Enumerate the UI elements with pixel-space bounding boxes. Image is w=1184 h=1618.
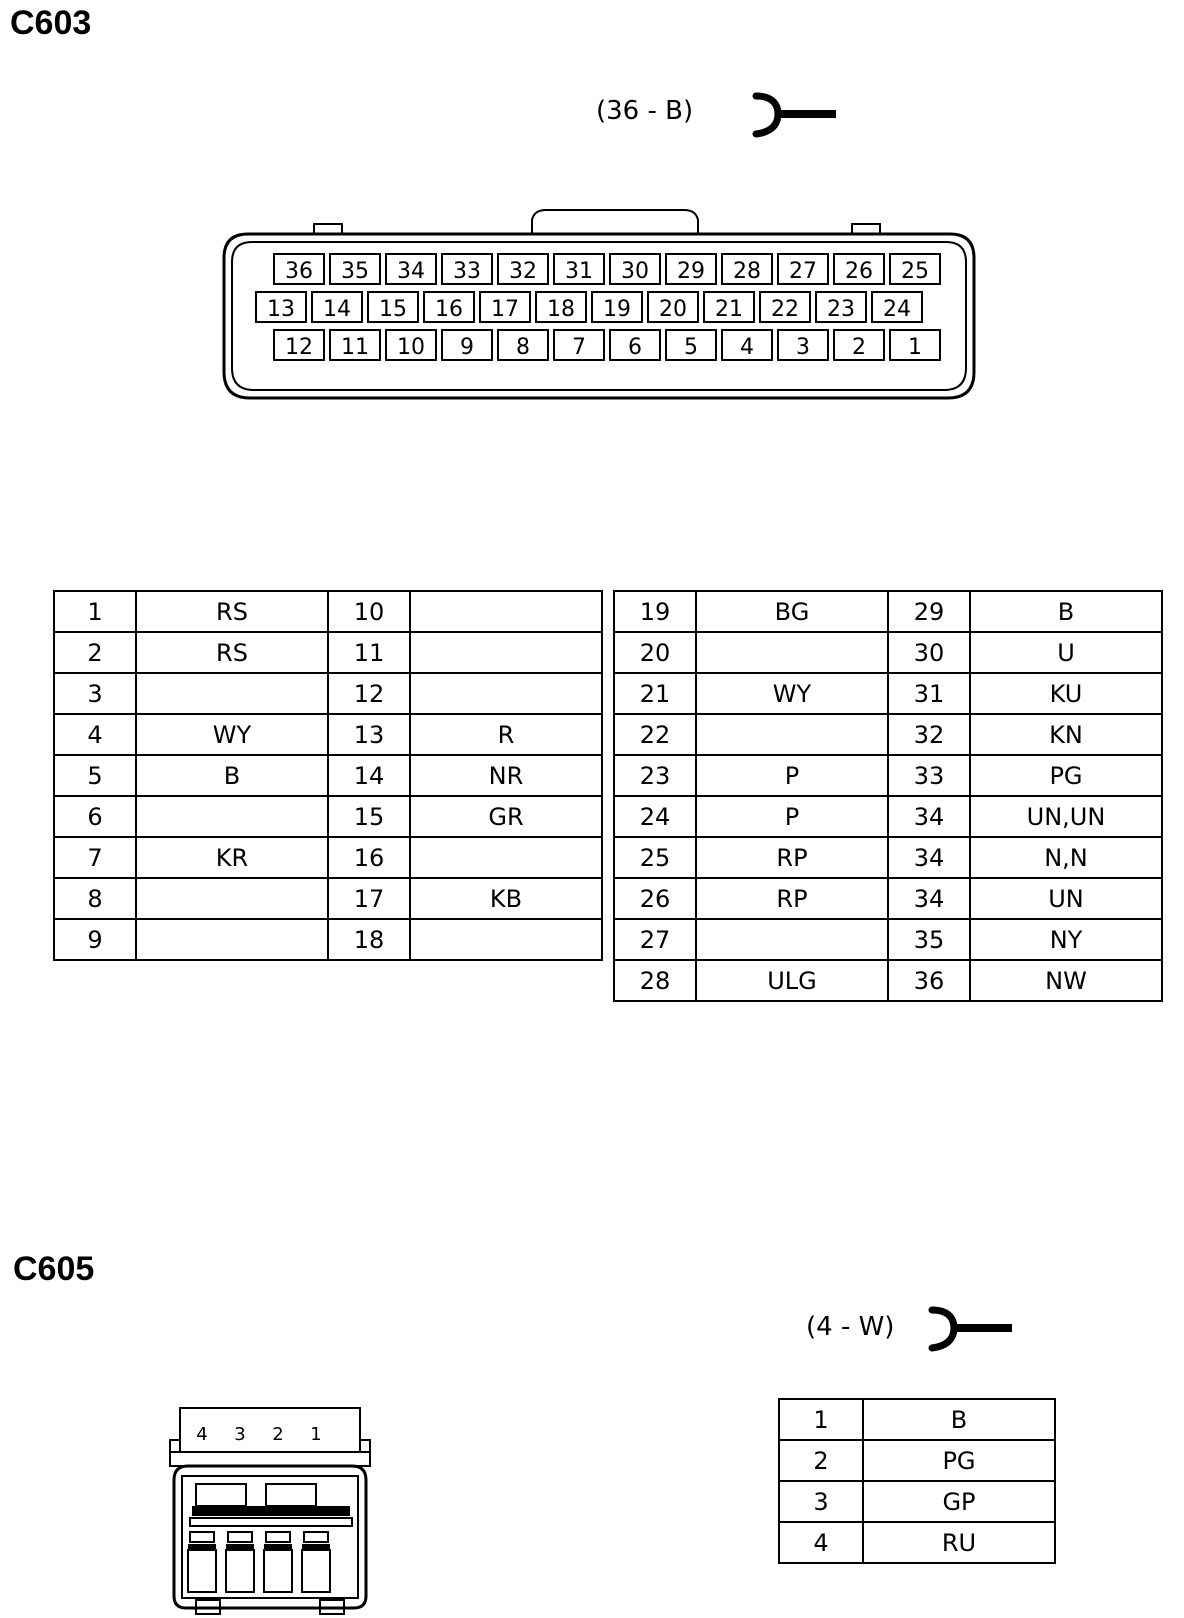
pin-number: 34 xyxy=(888,878,970,919)
pin-number: 32 xyxy=(888,714,970,755)
cavity-label: 19 xyxy=(603,297,631,322)
wire-color: NY xyxy=(970,919,1162,960)
pin-number: 3 xyxy=(54,673,136,714)
wire-color: U xyxy=(970,632,1162,673)
c603-wire-table-right xyxy=(613,590,1163,1002)
pin-number: 7 xyxy=(54,837,136,878)
cavity-3 xyxy=(226,1550,254,1592)
wire-color xyxy=(696,714,888,755)
table-row xyxy=(614,919,1162,960)
cavity-label: 2 xyxy=(852,335,866,360)
cavity-label: 1 xyxy=(310,1424,322,1445)
cavity-label: 14 xyxy=(323,297,351,322)
cavity-label: 6 xyxy=(628,335,642,360)
table-row xyxy=(614,673,1162,714)
cavity-label: 35 xyxy=(341,259,369,284)
cavity-label: 13 xyxy=(267,297,295,322)
wire-color: R xyxy=(410,714,602,755)
pin-number: 5 xyxy=(54,755,136,796)
cavity-label: 25 xyxy=(901,259,929,284)
pin-number: 25 xyxy=(614,837,696,878)
cavity-label: 15 xyxy=(379,297,407,322)
cavity-label: 36 xyxy=(285,259,313,284)
wire-color xyxy=(696,919,888,960)
cavity-label: 12 xyxy=(285,335,313,360)
cavity-label: 32 xyxy=(509,259,537,284)
pin-number: 10 xyxy=(328,591,410,632)
pin-number: 21 xyxy=(614,673,696,714)
table-row xyxy=(54,796,602,837)
cavity-label: 16 xyxy=(435,297,463,322)
pin-number: 13 xyxy=(328,714,410,755)
pin-number: 34 xyxy=(888,837,970,878)
table-row xyxy=(614,632,1162,673)
cavity-label: 27 xyxy=(789,259,817,284)
pin-number: 35 xyxy=(888,919,970,960)
wire-color xyxy=(136,673,328,714)
pin-number: 2 xyxy=(54,632,136,673)
wire-color: RS xyxy=(136,591,328,632)
cavity-label: 29 xyxy=(677,259,705,284)
wire-color xyxy=(136,919,328,960)
wire-color: PG xyxy=(863,1440,1055,1481)
pin-number: 14 xyxy=(328,755,410,796)
pin-number: 12 xyxy=(328,673,410,714)
c603-title: C603 xyxy=(10,4,92,42)
wire-color xyxy=(410,591,602,632)
table-row xyxy=(779,1440,1055,1481)
c605-title: C605 xyxy=(13,1250,95,1288)
cavity-label: 28 xyxy=(733,259,761,284)
cavity-label: 24 xyxy=(883,297,911,322)
female-connector-icon xyxy=(752,92,842,138)
table-row xyxy=(614,878,1162,919)
wire-color: GR xyxy=(410,796,602,837)
wire-color: GP xyxy=(863,1481,1055,1522)
table-row xyxy=(54,878,602,919)
wire-color: WY xyxy=(696,673,888,714)
wire-color: B xyxy=(970,591,1162,632)
cavity-label: 3 xyxy=(796,335,810,360)
wire-color xyxy=(696,632,888,673)
cavity-label: 8 xyxy=(516,335,530,360)
table-row xyxy=(779,1481,1055,1522)
pin-number: 36 xyxy=(888,960,970,1001)
wire-color: RU xyxy=(863,1522,1055,1563)
pin-number: 29 xyxy=(888,591,970,632)
wire-color: KR xyxy=(136,837,328,878)
table-row xyxy=(54,755,602,796)
cavity-label: 30 xyxy=(621,259,649,284)
wire-color: P xyxy=(696,796,888,837)
c605-connector-code: (4 - W) xyxy=(806,1312,895,1342)
pin-number: 19 xyxy=(614,591,696,632)
cavity-label: 31 xyxy=(565,259,593,284)
table-row xyxy=(614,796,1162,837)
pin-number: 2 xyxy=(779,1440,863,1481)
terminal-latch xyxy=(190,1532,214,1542)
pin-number: 24 xyxy=(614,796,696,837)
wire-color: RP xyxy=(696,837,888,878)
cavity-2 xyxy=(264,1550,292,1592)
cavity-label: 2 xyxy=(272,1424,284,1445)
pin-number: 6 xyxy=(54,796,136,837)
cavity-label: 22 xyxy=(771,297,799,322)
pin-number: 17 xyxy=(328,878,410,919)
pin-number: 33 xyxy=(888,755,970,796)
wire-color: ULG xyxy=(696,960,888,1001)
table-row xyxy=(614,837,1162,878)
pin-number: 16 xyxy=(328,837,410,878)
pin-number: 1 xyxy=(54,591,136,632)
c605-connector-face xyxy=(160,1400,380,1618)
table-row xyxy=(614,591,1162,632)
cavity-label: 18 xyxy=(547,297,575,322)
wire-color: RP xyxy=(696,878,888,919)
pin-number: 20 xyxy=(614,632,696,673)
pin-number: 30 xyxy=(888,632,970,673)
female-connector-icon xyxy=(928,1306,1018,1352)
wire-color: UN xyxy=(970,878,1162,919)
wire-color xyxy=(136,878,328,919)
table-row xyxy=(54,919,602,960)
wire-color xyxy=(410,837,602,878)
table-row xyxy=(614,714,1162,755)
pin-number: 26 xyxy=(614,878,696,919)
pin-number: 9 xyxy=(54,919,136,960)
cavity-label: 26 xyxy=(845,259,873,284)
cavity-label: 1 xyxy=(908,335,922,360)
cavity-label: 5 xyxy=(684,335,698,360)
table-row xyxy=(614,755,1162,796)
table-row xyxy=(54,591,602,632)
terminal-latch xyxy=(304,1532,328,1542)
wire-color: KN xyxy=(970,714,1162,755)
cavity-1 xyxy=(302,1550,330,1592)
pin-number: 18 xyxy=(328,919,410,960)
wire-color xyxy=(410,632,602,673)
wire-color: UN,UN xyxy=(970,796,1162,837)
wire-color: KB xyxy=(410,878,602,919)
wire-color: BG xyxy=(696,591,888,632)
pin-number: 4 xyxy=(54,714,136,755)
cavity-label: 7 xyxy=(572,335,586,360)
cavity-label: 23 xyxy=(827,297,855,322)
cavity-label: 10 xyxy=(397,335,425,360)
cavity-label: 3 xyxy=(234,1424,246,1445)
wire-color xyxy=(410,673,602,714)
pin-number: 31 xyxy=(888,673,970,714)
wire-color xyxy=(410,919,602,960)
wire-color: PG xyxy=(970,755,1162,796)
cavity-label: 9 xyxy=(460,335,474,360)
wire-color: N,N xyxy=(970,837,1162,878)
c603-connector-face xyxy=(218,206,980,402)
cavity-label: 4 xyxy=(196,1424,208,1445)
wire-color: RS xyxy=(136,632,328,673)
pin-number: 23 xyxy=(614,755,696,796)
wire-color: NR xyxy=(410,755,602,796)
cavity-label: 4 xyxy=(740,335,754,360)
pin-number: 1 xyxy=(779,1399,863,1440)
wire-color: KU xyxy=(970,673,1162,714)
table-row xyxy=(54,714,602,755)
pin-number: 3 xyxy=(779,1481,863,1522)
wire-color xyxy=(136,796,328,837)
table-row xyxy=(54,673,602,714)
table-row xyxy=(779,1399,1055,1440)
wire-color: P xyxy=(696,755,888,796)
terminal-latch xyxy=(228,1532,252,1542)
terminal-latch xyxy=(266,1532,290,1542)
cavity-label: 34 xyxy=(397,259,425,284)
wire-color: NW xyxy=(970,960,1162,1001)
wire-color: WY xyxy=(136,714,328,755)
table-row xyxy=(779,1522,1055,1563)
table-row xyxy=(54,837,602,878)
wire-color: B xyxy=(863,1399,1055,1440)
wire-color: B xyxy=(136,755,328,796)
cavity-label: 11 xyxy=(341,335,369,360)
pin-number: 27 xyxy=(614,919,696,960)
cavity-4 xyxy=(188,1550,216,1592)
c603-connector-code: (36 - B) xyxy=(596,96,694,126)
cavity-label: 20 xyxy=(659,297,687,322)
pin-number: 34 xyxy=(888,796,970,837)
pin-number: 11 xyxy=(328,632,410,673)
c603-wire-table-left xyxy=(53,590,603,961)
cavity-label: 33 xyxy=(453,259,481,284)
pin-number: 28 xyxy=(614,960,696,1001)
c605-wire-table xyxy=(778,1398,1056,1564)
pin-number: 8 xyxy=(54,878,136,919)
table-row xyxy=(614,960,1162,1001)
cavity-label: 21 xyxy=(715,297,743,322)
pin-number: 22 xyxy=(614,714,696,755)
pin-number: 4 xyxy=(779,1522,863,1563)
table-row xyxy=(54,632,602,673)
cavity-label: 17 xyxy=(491,297,519,322)
pin-number: 15 xyxy=(328,796,410,837)
